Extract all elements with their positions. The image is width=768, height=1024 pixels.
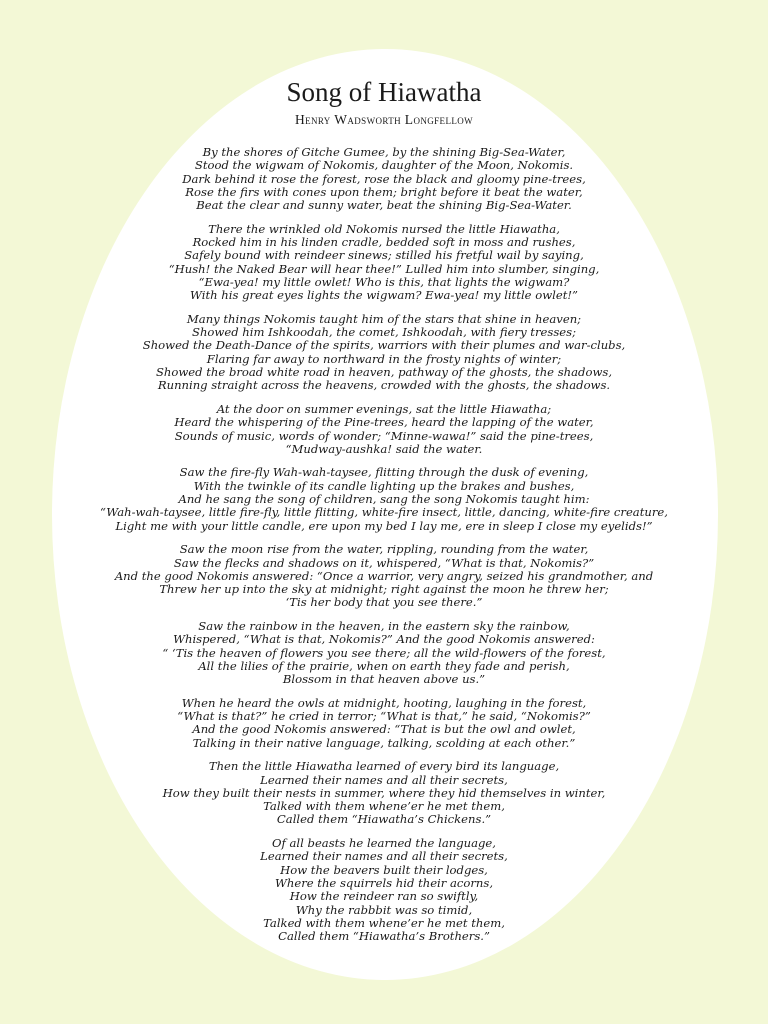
poem-content bbox=[0, 76, 768, 954]
poem-line: Why the rabbbit was so timid, bbox=[295, 902, 473, 917]
poem-line: Showed the Death-Dance of the spirits, warriors with their plumes and war-clubs, bbox=[142, 338, 626, 353]
poem-line: ‘Tis her body that you see there.” bbox=[285, 595, 483, 610]
poem-line: Talked with them whene’er he met them, bbox=[263, 799, 505, 814]
poem-line: Sounds of music, words of wonder; “Minne-wawa!” said the pine-trees, bbox=[174, 428, 594, 443]
stanza bbox=[0, 760, 768, 826]
stanza bbox=[0, 223, 768, 303]
poem-line: “What is that?” he cried in terror; “What is that,” he said, “Nokomis?” bbox=[177, 709, 591, 724]
poem-line: Talked with them whene’er he met them, bbox=[263, 915, 505, 930]
poem-line: Showed the broad white road in heaven, pathway of the ghosts, the shadows, bbox=[155, 365, 613, 380]
poem-line: And the good Nokomis answered: “That is but the owl and owlet, bbox=[192, 722, 576, 737]
poem-line: How the reindeer ran so swiftly, bbox=[289, 889, 479, 904]
poem-line: Running straight across the heavens, crowded with the ghosts, the shadows. bbox=[157, 378, 611, 393]
stanza bbox=[0, 403, 768, 456]
stanza bbox=[0, 620, 768, 686]
poem-line: Saw the fire-fly Wah-wah-taysee, flitting through the dusk of evening, bbox=[179, 465, 589, 480]
poem-line: Stood the wigwam of Nokomis, daughter of the Moon, Nokomis. bbox=[194, 158, 574, 173]
poem-line: Called them “Hiawatha’s Chickens.” bbox=[276, 812, 492, 827]
stanza bbox=[0, 146, 768, 212]
poem-line: Learned their names and all their secrets, bbox=[260, 849, 508, 864]
poem-line: When he heard the owls at midnight, hooting, laughing in the forest, bbox=[181, 695, 587, 710]
poem-line: Learned their names and all their secrets, bbox=[260, 772, 508, 787]
poem-line: With his great eyes lights the wigwam? Ewa-yea! my little owlet!” bbox=[190, 288, 578, 303]
poem-line: Of all beasts he learned the language, bbox=[272, 836, 496, 851]
poem-line: Rocked him in his linden cradle, bedded soft in moss and rushes, bbox=[192, 235, 576, 250]
poem-line: Heard the whispering of the Pine-trees, heard the lapping of the water, bbox=[174, 415, 594, 430]
poem-author: Henry Wadsworth Longfellow bbox=[294, 112, 474, 127]
poem-line: Where the squirrels hid their acorns, bbox=[274, 875, 494, 890]
poem-line: Safely bound with reindeer sinews; stilled his fretful wail by saying, bbox=[184, 248, 584, 263]
poem-line: “Wah-wah-taysee, little fire-fly, little flitting, white-fire insect, little, dancing, white-fire creature, bbox=[100, 505, 668, 520]
poem-line: “Hush! the Naked Bear will hear thee!” Lulled him into slumber, singing, bbox=[168, 261, 600, 276]
poem-body bbox=[0, 146, 768, 943]
poem-line: “ ‘Tis the heaven of flowers you see there; all the wild-flowers of the forest, bbox=[162, 645, 606, 660]
stanza bbox=[0, 837, 768, 943]
poem-line: “Mudway-aushka! said the water. bbox=[285, 441, 483, 456]
poem-line: Light me with your little candle, ere upon my bed I lay me, ere in sleep I close my eyelids!” bbox=[115, 518, 653, 533]
poem-line: All the lilies of the prairie, when on earth they fade and perish, bbox=[198, 658, 570, 673]
poem-line: Then the little Hiawatha learned of every bird its language, bbox=[208, 759, 560, 774]
poem-line: Threw her up into the sky at midnight; right against the moon he threw her; bbox=[159, 582, 609, 597]
poem-line: How the beavers built their lodges, bbox=[280, 862, 488, 877]
poem-line: At the door on summer evenings, sat the little Hiawatha; bbox=[216, 401, 552, 416]
poem-line: With the twinkle of its candle lighting up the brakes and bushes, bbox=[193, 478, 575, 493]
stanza bbox=[0, 466, 768, 532]
poem-line: There the wrinkled old Nokomis nursed the little Hiawatha, bbox=[208, 221, 560, 236]
stanza bbox=[0, 697, 768, 750]
poem-line: By the shores of Gitche Gumee, by the shining Big-Sea-Water, bbox=[202, 145, 566, 159]
poem-line: Blossom in that heaven above us.” bbox=[282, 672, 486, 687]
poem-line: Many things Nokomis taught him of the stars that shine in heaven; bbox=[186, 311, 582, 326]
poem-title: Song of Hiawatha bbox=[286, 77, 482, 107]
poem-line: Saw the moon rise from the water, rippling, rounding from the water, bbox=[179, 542, 589, 557]
poem-line: Saw the rainbow in the heaven, in the eastern sky the rainbow, bbox=[198, 618, 570, 633]
poem-line: Beat the clear and sunny water, beat the shining Big-Sea-Water. bbox=[196, 198, 572, 213]
poem-line: Talking in their native language, talking, scolding at each other.” bbox=[192, 735, 576, 750]
poem-line: Showed him Ishkoodah, the comet, Ishkoodah, with fiery tresses; bbox=[192, 325, 576, 340]
poem-line: “Ewa-yea! my little owlet! Who is this, that lights the wigwam? bbox=[198, 274, 570, 289]
poem-line: Called them “Hiawatha’s Brothers.” bbox=[278, 929, 490, 944]
poem-line: And he sang the song of children, sang the song Nokomis taught him: bbox=[178, 492, 590, 507]
poem-line: Saw the flecks and shadows on it, whispered, “What is that, Nokomis?” bbox=[173, 555, 595, 570]
poem-line: Rose the firs with cones upon them; bright before it beat the water, bbox=[185, 184, 583, 199]
poem-line: How they built their nests in summer, where they hid themselves in winter, bbox=[162, 785, 606, 800]
stanza bbox=[0, 313, 768, 393]
poem-line: Flaring far away to northward in the frosty nights of winter; bbox=[206, 351, 562, 366]
poem-line: And the good Nokomis answered: “Once a warrior, very angry, seized his grandmother, and bbox=[114, 568, 654, 583]
stanza bbox=[0, 543, 768, 609]
poem-line: Dark behind it rose the forest, rose the black and gloomy pine-trees, bbox=[182, 171, 586, 186]
poem-line: Whispered, “What is that, Nokomis?” And the good Nokomis answered: bbox=[173, 632, 595, 647]
